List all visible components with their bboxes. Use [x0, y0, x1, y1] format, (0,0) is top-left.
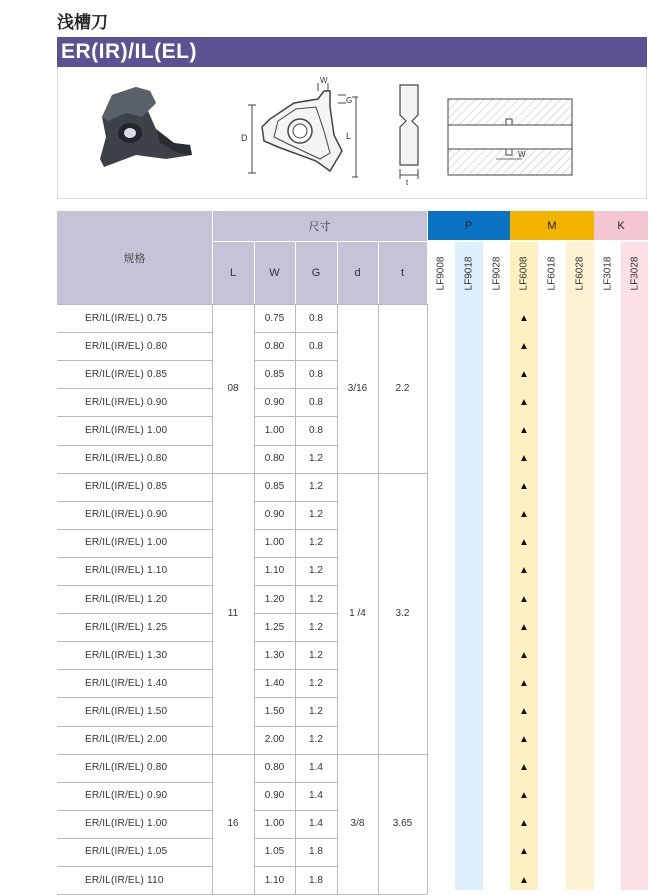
group-d-value: 1 /4: [349, 607, 366, 619]
grid-line: [427, 211, 428, 304]
row-g-value: 1.2: [309, 565, 323, 577]
row-w-value: 2.00: [264, 734, 285, 745]
grade-header-lf9018: [455, 242, 482, 304]
row-g-value: 0.8: [309, 368, 323, 380]
row-w-value: 1.00: [264, 424, 285, 436]
row-w-value: 1.00: [264, 537, 285, 549]
grid-line: [212, 211, 213, 304]
grade-mark-lf6008: ▲: [519, 818, 529, 830]
group-l-value: 08: [227, 382, 239, 394]
row-w-value: 1.40: [264, 677, 285, 689]
row-spec: ER/IL(IR/EL) 0.80: [85, 762, 168, 774]
grade-header-lf6008: [510, 242, 537, 304]
grade-header-lf9008: [427, 242, 454, 304]
grade-mark-lf6008: ▲: [519, 537, 529, 549]
row-w-value: 0.75: [264, 312, 285, 324]
row-g-value: 1.2: [309, 509, 323, 521]
grade-mark-lf6008: ▲: [519, 396, 529, 408]
row-g-value: 1.4: [309, 762, 323, 774]
row-w-value: 0.80: [264, 340, 285, 352]
row-spec: ER/IL(IR/EL) 2.00: [85, 734, 168, 745]
row-w-value: 1.50: [264, 705, 285, 717]
row-w-value: 0.85: [264, 368, 285, 380]
header-col-d: d: [354, 266, 361, 279]
grid-line: [378, 241, 379, 304]
row-spec: ER/IL(IR/EL) 1.25: [85, 621, 168, 633]
header-col-w: W: [269, 266, 280, 279]
category-m: M: [510, 211, 594, 240]
row-w-value: 0.90: [264, 509, 285, 521]
row-w-value: 1.10: [264, 565, 285, 577]
page-title: 浅槽刀: [57, 13, 108, 33]
row-spec: ER/IL(IR/EL) 0.85: [85, 368, 168, 380]
row-g-value: 1.8: [309, 846, 323, 858]
row-spec: ER/IL(IR/EL) 1.50: [85, 705, 168, 717]
grade-mark-lf6008: ▲: [519, 453, 529, 464]
grid-line: [212, 241, 427, 242]
grade-mark-lf6008: ▲: [519, 340, 529, 352]
header-col-t: t: [400, 266, 405, 279]
row-w-value: 1.00: [264, 818, 285, 830]
grade-mark-lf6008: ▲: [519, 874, 529, 886]
group-d-value: 3/16: [347, 382, 368, 394]
row-g-value: 1.4: [309, 790, 323, 802]
grade-header-lf3028: [621, 242, 648, 304]
group-t-value: 3.2: [395, 607, 410, 619]
group-t-value: 2.2: [395, 382, 410, 394]
grid-line: [337, 241, 338, 304]
row-g-value: 1.4: [309, 818, 323, 830]
dim-g-label: G: [346, 96, 353, 105]
grade-label: LF6028: [574, 256, 586, 290]
grade-header-lf9028: [483, 242, 510, 304]
grade-label: LF6018: [546, 256, 558, 290]
row-w-value: 0.90: [264, 790, 285, 802]
row-spec: ER/IL(IR/EL) 1.10: [85, 565, 168, 577]
grade-mark-lf6008: ▲: [519, 846, 529, 858]
grade-label: LF9008: [435, 256, 447, 290]
grade-mark-lf6008: ▲: [519, 649, 529, 661]
row-spec: ER/IL(IR/EL) 0.90: [85, 396, 168, 408]
grade-mark-lf6008: ▲: [519, 593, 529, 605]
grade-band-lf3028: [621, 242, 648, 890]
groove-section-view: [446, 95, 576, 183]
row-w-value: 1.05: [264, 846, 285, 858]
row-g-value: 1.2: [309, 705, 323, 717]
category-k: K: [594, 211, 648, 240]
row-spec: ER/IL(IR/EL) 0.85: [85, 481, 168, 493]
grid-line: [427, 304, 428, 894]
group-l-value: 11: [227, 607, 239, 619]
row-spec: ER/IL(IR/EL) 110: [85, 874, 164, 886]
row-w-value: 1.20: [264, 593, 285, 605]
row-spec: ER/IL(IR/EL) 1.00: [85, 537, 168, 549]
row-spec: ER/IL(IR/EL) 0.90: [85, 509, 168, 521]
row-g-value: 0.8: [309, 424, 323, 436]
row-w-value: 0.80: [264, 453, 285, 464]
grade-header-lf6028: [566, 242, 593, 304]
row-w-value: 1.30: [264, 649, 285, 661]
row-g-value: 1.2: [309, 621, 323, 633]
insert-dimension-drawing: [238, 77, 358, 189]
header-spec: 规格: [123, 252, 146, 265]
row-spec: ER/IL(IR/EL) 1.00: [85, 424, 168, 436]
group-t-value: 3.65: [392, 818, 413, 830]
grade-mark-lf6008: ▲: [519, 790, 529, 802]
grade-mark-lf6008: ▲: [519, 621, 529, 633]
grade-mark-lf6008: ▲: [519, 705, 529, 717]
dim-t-label: t: [406, 178, 409, 185]
dim-d-label: D: [241, 133, 248, 143]
row-g-value: 0.8: [309, 312, 323, 324]
grade-band-lf6028: [566, 242, 594, 890]
row-w-value: 0.85: [264, 481, 285, 493]
grade-mark-lf6008: ▲: [519, 762, 529, 774]
header-size: 尺寸: [308, 221, 331, 233]
row-g-value: 1.8: [309, 874, 323, 886]
row-w-value: 1.10: [264, 874, 285, 886]
row-g-value: 0.8: [309, 340, 323, 352]
row-g-value: 0.8: [309, 396, 323, 408]
row-w-value: 0.80: [264, 762, 285, 774]
group-d-value: 3/8: [350, 818, 365, 830]
row-g-value: 1.2: [309, 453, 323, 464]
grade-mark-lf6008: ▲: [519, 734, 529, 745]
diagram-panel: [57, 67, 647, 199]
grade-mark-lf6008: ▲: [519, 481, 529, 493]
dim-l-label: L: [346, 131, 352, 141]
grade-header-lf6018: [538, 242, 565, 304]
row-g-value: 1.2: [309, 677, 323, 689]
category-p: P: [427, 211, 510, 240]
row-g-value: 1.2: [309, 734, 323, 745]
row-g-value: 1.2: [309, 537, 323, 549]
insert-photo: [96, 87, 200, 179]
row-spec: ER/IL(IR/EL) 1.40: [85, 677, 168, 689]
row-g-value: 1.2: [309, 481, 323, 493]
row-w-value: 1.25: [264, 621, 285, 633]
row-spec: ER/IL(IR/EL) 1.30: [85, 649, 168, 661]
grade-label: LF9028: [491, 256, 503, 290]
header-col-l: L: [229, 266, 237, 279]
grid-line: [254, 241, 255, 304]
insert-side-view: [388, 81, 428, 185]
row-spec: ER/IL(IR/EL) 1.00: [85, 818, 168, 830]
grade-label: LF3018: [602, 256, 614, 290]
grade-mark-lf6008: ▲: [519, 312, 529, 324]
row-spec: ER/IL(IR/EL) 0.75: [85, 312, 168, 324]
header-col-g: G: [311, 266, 321, 279]
grade-mark-lf6008: ▲: [519, 565, 529, 577]
row-g-value: 1.2: [309, 593, 323, 605]
grade-label: LF3028: [629, 256, 641, 290]
grade-mark-lf6008: ▲: [519, 677, 529, 689]
grade-band-lf9018: [455, 242, 483, 890]
grade-mark-lf6008: ▲: [519, 424, 529, 436]
row-spec: ER/IL(IR/EL) 1.05: [85, 846, 168, 858]
product-banner: ER(IR)/IL(EL): [57, 37, 647, 67]
grade-mark-lf6008: ▲: [519, 509, 529, 521]
grade-mark-lf6008: ▲: [519, 368, 529, 380]
grade-label: LF6008: [518, 256, 530, 290]
grade-label: LF9018: [463, 256, 475, 290]
row-spec: ER/IL(IR/EL) 0.80: [85, 453, 168, 464]
grid-line: [295, 241, 296, 304]
grade-header-lf3018: [594, 242, 621, 304]
row-spec: ER/IL(IR/EL) 0.90: [85, 790, 168, 802]
row-g-value: 1.2: [309, 649, 323, 661]
dim-w2-label: W: [518, 150, 526, 159]
row-w-value: 0.90: [264, 396, 285, 408]
row-spec: ER/IL(IR/EL) 0.80: [85, 340, 168, 352]
group-l-value: 16: [227, 818, 239, 830]
row-spec: ER/IL(IR/EL) 1.20: [85, 593, 168, 605]
dim-w-label: W: [320, 77, 328, 85]
